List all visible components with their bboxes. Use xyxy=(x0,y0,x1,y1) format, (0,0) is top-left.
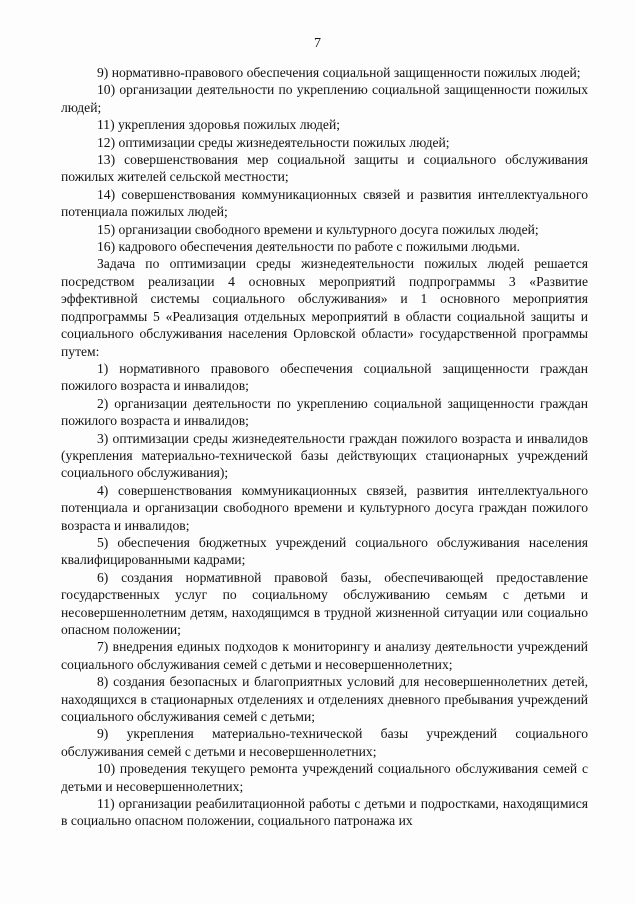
paragraph: 10) организации деятельности по укреплению социальной защищенности пожилых людей; xyxy=(61,82,588,115)
paragraph: 1) нормативного правового обеспечения социальной защищенности граждан пожилого возраста и инвалидов; xyxy=(61,360,588,394)
paragraph: 12) оптимизации среды жизнедеятельности пожилых людей; xyxy=(97,134,450,150)
paragraph: 16) кадрового обеспечения деятельности по работе с пожилыми людьми. xyxy=(97,239,521,255)
paragraph: 9) укрепления материально-технической базы учреждений социального обслуживания семей с детьми и несовершеннолетних; xyxy=(61,726,588,759)
paragraph: 4) совершенствования коммуникационных связей, развития интеллектуального потенциала и организации свободного времени и культурного досуга граждан пожилого возраста и инвалидов; xyxy=(61,482,588,533)
paragraph: 5) обеспечения бюджетных учреждений социального обслуживания населения квалифицированными кадрами; xyxy=(61,534,588,568)
paragraph: 10) проведения текущего ремонта учреждений социального обслуживания семей с детьми и несовершеннолетних; xyxy=(61,761,588,794)
paragraph: 7) внедрения единых подходов к мониторингу и анализу деятельности учреждений социального обслуживания семей с детьми и несовершеннолетних; xyxy=(61,639,588,672)
paragraph: 13) совершенствования мер социальной защиты и социального обслуживания пожилых жителей сельской местности; xyxy=(61,152,588,185)
paragraph: 15) организации свободного времени и культурного досуга пожилых людей; xyxy=(97,221,539,237)
paragraph: 8) создания безопасных и благоприятных условий для несовершеннолетних детей, находящихся в стационарных отделениях и отделениях дневного пребывания учреждений социального обслуживания семей с детьми; xyxy=(61,674,588,725)
paragraph: Задача по оптимизации среды жизнедеятельности пожилых людей решается посредством реализации 4 основных мероприятий подпрограммы 3 «Развитие эффективной системы социального обслуживания» и 1 основного мероприятия подпрограммы 5 «Реализация отдельных мероприятий в области социальной защиты и социального обслуживания населения Орловской области» государственной программы путем: xyxy=(61,256,588,359)
paragraph: 6) создания нормативной правовой базы, обеспечивающей предоставление государственных услуг по социальному обслуживанию семьям с детьми и несовершеннолетним детям, находящимся в трудной жизненной ситуации или социально опасном положении; xyxy=(61,569,588,637)
paragraph: 11) укрепления здоровья пожилых людей; xyxy=(97,117,341,133)
page-number: 7 xyxy=(314,36,321,51)
paragraph: 3) оптимизации среды жизнедеятельности граждан пожилого возраста и инвалидов (укрепления материально-технической базы действующих стационарных учреждений социального обслуживания); xyxy=(61,430,588,481)
paragraph: 2) организации деятельности по укреплению социальной защищенности граждан пожилого возраста и инвалидов; xyxy=(61,395,588,429)
document-body xyxy=(61,64,588,830)
paragraph: 14) совершенствования коммуникационных связей и развития интеллектуального потенциала пожилых людей; xyxy=(61,186,588,220)
paragraph: 11) организации реабилитационной работы с детьми и подростками, находящимися в социально опасном положении, социального патронажа их xyxy=(61,796,588,829)
paragraph: 9) нормативно-правового обеспечения социальной защищенности пожилых людей; xyxy=(97,65,581,80)
